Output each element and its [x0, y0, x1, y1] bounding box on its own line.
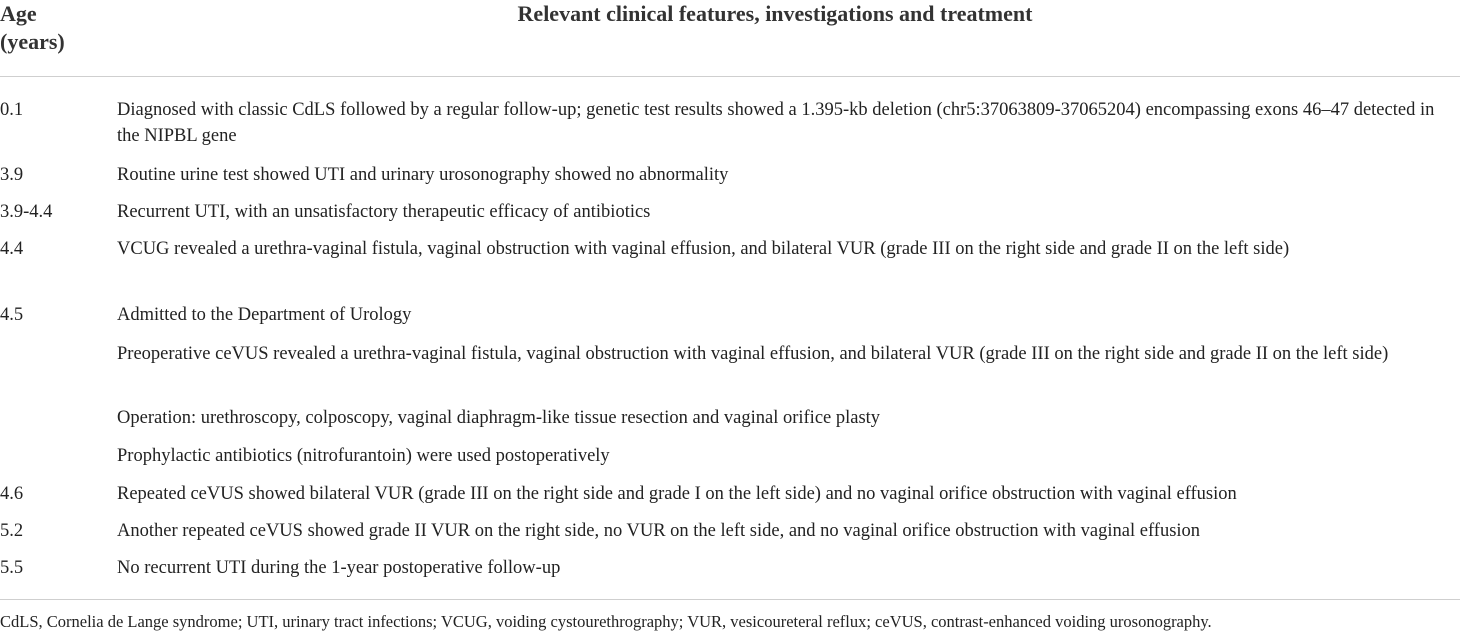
age-cell: 0.1 [0, 100, 24, 120]
age-cell: 4.6 [0, 484, 24, 504]
age-column-header: Age (years) [0, 1, 65, 54]
age-cell: 4.4 [0, 239, 24, 259]
table-bottom-rule [0, 599, 1460, 600]
feature-cell: Operation: urethroscopy, colposcopy, vaginal diaphragm-like tissue resection and vaginal orifice plasty [117, 408, 881, 428]
age-cell: 5.5 [0, 558, 24, 578]
feature-cell: Repeated ceVUS showed bilateral VUR (grade III on the right side and grade I on the left side) and no vaginal orifice obstruction with vaginal effusion [117, 484, 1237, 504]
feature-cell: No recurrent UTI during the 1-year postoperative follow-up [117, 558, 561, 578]
age-cell: 3.9 [0, 165, 24, 185]
feature-cell: Routine urine test showed UTI and urinary urosonography showed no abnormality [117, 165, 729, 185]
feature-cell: Another repeated ceVUS showed grade II VUR on the right side, no VUR on the left side, and no vaginal orifice obstruction with vaginal effusion [117, 521, 1201, 541]
feature-cell: Preoperative ceVUS revealed a urethra-vaginal fistula, vaginal obstruction with vaginal effusion, and bilateral VUR (grade III on the right side and grade II on the left side) [117, 344, 1389, 364]
features-column-header: Relevant clinical features, investigations and treatment [517, 1, 1033, 26]
age-cell: 5.2 [0, 521, 24, 541]
feature-cell: Prophylactic antibiotics (nitrofurantoin) were used postoperatively [117, 446, 610, 466]
age-cell: 4.5 [0, 305, 24, 325]
table-header [0, 0, 1460, 77]
age-cell: 3.9-4.4 [0, 202, 53, 222]
feature-cell: Recurrent UTI, with an unsatisfactory therapeutic efficacy of antibiotics [117, 202, 651, 222]
feature-cell: Admitted to the Department of Urology [117, 305, 412, 325]
feature-cell: Diagnosed with classic CdLS followed by a regular follow-up; genetic test results showed a 1.395-kb deletion (chr5:37063809-37065204) encompassing exons 46–47 detected in the NIPBL gene [117, 100, 1435, 146]
feature-cell: VCUG revealed a urethra-vaginal fistula, vaginal obstruction with vaginal effusion, and bilateral VUR (grade III on the right side and grade II on the left side) [117, 239, 1290, 259]
table-footnote: CdLS, Cornelia de Lange syndrome; UTI, urinary tract infections; VCUG, voiding cystourethrography; VUR, vesicoureteral reflux; ceVUS, contrast-enhanced voiding urosonography. [0, 612, 1212, 631]
